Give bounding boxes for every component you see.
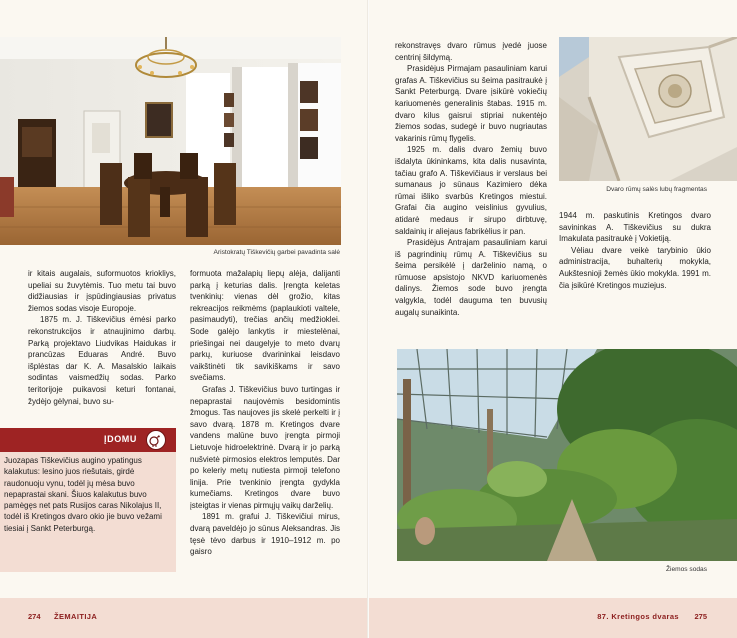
- left-page: [0, 0, 368, 638]
- section-title: ŽEMAITIJA: [54, 612, 98, 621]
- ceiling-photo-image: [559, 37, 737, 181]
- page-number: 274: [28, 612, 41, 621]
- ceiling-photo: [559, 37, 737, 181]
- chapter-title: 87. Kretingos dvaras: [597, 612, 679, 621]
- idomu-box: [0, 452, 176, 572]
- right-text-column-2: [559, 210, 711, 291]
- ceiling-photo-caption: Dvaro rūmų salės lubų fragmentas: [606, 186, 707, 193]
- paragraph: 1875 m. J. Tiškevičius ėmėsi parko rekonstrukcijos ir atnaujinimo darbų. Parką projektavo Liudvikas Haidukas ir prancūzas Eduaras André. Buvo išplėstas dar K. A. Masalskio laikais sodintas vaismedžių sodas. Parko teritorijoje puikavosi keturi fontanai, žydėjo gėlynai, buvo su-: [28, 315, 176, 406]
- hall-photo-image: [0, 37, 341, 245]
- hall-photo-caption: Aristokratų Tiškevičių garbei pavadinta salė: [213, 249, 340, 256]
- paragraph: 1925 m. dalis dvaro žemių buvo išdalyta ūkininkams, kita dalis nusavinta, tačiau grafo A. Tiškevičiaus ir verslaus bei sumanaus jo sūnaus Kazimiero dėka rūmai išliko svarbūs Kretingos miestui. Grafai čia augino veislinius gyvulius, atidarė medaus ir sirupo dirbtuvę, saldainių ir aliejaus fabrikėlius ir pan.: [395, 145, 547, 236]
- paragraph: 1891 m. grafui J. Tiškevičiui mirus, dvarą paveldėjo jo sūnus Aleksandras. Jis tęsė tėvo darbus ir 1910–1912 m. po gaisro: [190, 512, 340, 557]
- right-text-column-1: [395, 40, 547, 318]
- left-text-column-2: [190, 268, 340, 558]
- left-text-column-1: [28, 268, 176, 407]
- right-page: [369, 0, 737, 638]
- paragraph: formuota mažalapių liepų alėja, dalijanti parką į keturias dalis. Įrengta keletas tvenkinių: vienas dėl grožio, kitas rekreacijos reikmėms (paplaukioti valtele, pasimaudyti), trečias ančių medžioklei. Sode galėjo lankytis ir miestelėnai, priešingai nei daugelyje to meto dvarų parkų, kuriuose dvarininkai leisdavo vaikštinėti tik savikiškams ir savo svečiams.: [190, 269, 340, 383]
- paragraph: ir kitais augalais, suformuotos kriokliys, upeliai su žuvytėmis. Tuo metu tai buvo didžiausias ir įspūdingiausias privatus žiemos sodas visoje Europoje.: [28, 269, 176, 313]
- idomu-title: ĮDOMU: [104, 434, 137, 444]
- winter-garden-photo: [397, 349, 737, 561]
- paragraph: 1944 m. paskutinis Kretingos dvaro savininkas A. Tiškevičius su dukra Imakulata pasitraukė į Vokietiją.: [559, 211, 711, 244]
- paragraph: Prasidėjus Pirmajam pasauliniam karui grafas A. Tiškevičius su šeima pasitraukė į Sankt Peterburgą. Dvare įsikūrė vokiečių kariuomenės generalinis štabas. 1915 m. dvaro kilus gaisrui stipriai nukentėjo žiemos sodas, sudegė ir buvo nugriautas vakarinis rūmų flygelis.: [395, 64, 547, 143]
- paragraph: Grafas J. Tiškevičius buvo turtingas ir nepaprastai naujovėmis besidomintis žmogus. Tas naujoves jis skelė perkelti ir į savo dvarą. 1878 m. Kretingos dvare vandens malūne buvo įrengta pirmoji Lietuvoje hidroelektrinė. Dvarą ir jo parką nušvietė pirmosios elektros lemputės. Dar po keleriy metų nutiesta pirmoji telefono linija. Prie tvenkinio įrengta gydykla kumečiams. Kretingos dvare buvo įsteigtas ir vienas pirmųjų vaikų darželių.: [190, 384, 340, 510]
- winter-garden-photo-image: [397, 349, 737, 561]
- right-footer: [369, 598, 737, 638]
- idomu-header: [0, 428, 176, 452]
- paragraph: rekonstravęs dvaro rūmus įvedė juose centrinį šildymą.: [395, 41, 547, 62]
- idomu-text: Juozapas Tiškevičius augino ypatingus kalakutus: lesino juos riešutais, girdė raudonuoju vynu, todėl jų mėsa buvo nepaprastai skani. Šiuos kalakutus buvo pamėgęs net pats Rusijos caras Nikolajus II, todėl iš Kretingos dvaro okio jie buvo vežami tiesiai į Sankt Peterburgą.: [4, 456, 162, 533]
- paragraph: Prasidėjus Antrajam pasauliniam karui iš pagrindinių rūmų A. Tiškevičius su šeima persikėlė į darželinio namą, o rūmuose apsistojo NKVD kariuomenės dalinys. Žiemos sode buvo įrengta valgykla, todėl dauguma ten buvusių augalų sunaikinta.: [395, 238, 547, 317]
- turkey-icon: [146, 430, 166, 450]
- hall-photo: [0, 37, 341, 245]
- paragraph: Vėliau dvare veikė tarybinio ūkio administracija, buhalterių mokykla, Aukštesnioji žemės ūkio mokykla. 1991 m. čia įsikūrė Kretingos muziejus.: [559, 245, 711, 290]
- left-footer: [0, 598, 368, 638]
- page-number: 275: [694, 612, 707, 621]
- winter-garden-caption: Žiemos sodas: [665, 566, 707, 573]
